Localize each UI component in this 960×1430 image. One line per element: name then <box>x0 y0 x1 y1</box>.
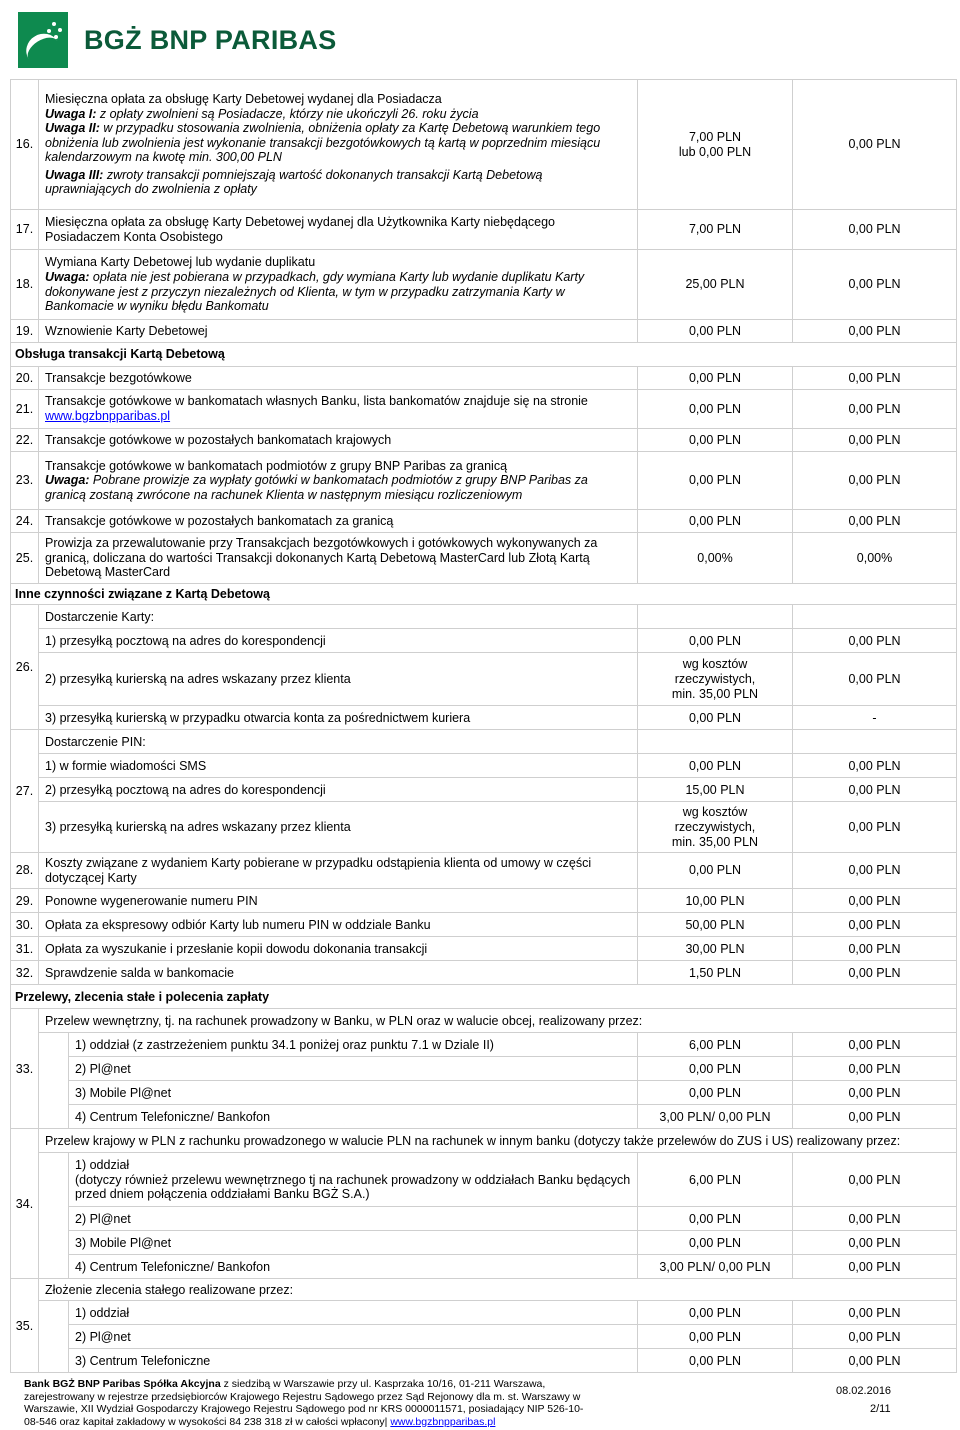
row-title: Przelew wewnętrzny, tj. na rachunek prowadzony w Banku, w PLN oraz w walucie obcej, realizowany przez: <box>39 1009 957 1033</box>
row-title: Sprawdzenie salda w bankomacie <box>39 961 638 985</box>
row-title: Dostarczenie PIN: <box>39 730 638 754</box>
section-header <box>11 343 957 367</box>
bnp-stars-logo-icon <box>18 12 68 68</box>
table-row <box>11 1255 957 1279</box>
fee-standard: 0,00 PLN <box>638 754 793 778</box>
table-row <box>11 390 957 429</box>
fee-standard: 0,00 PLN <box>638 1325 793 1349</box>
fee-alternative: 0,00 PLN <box>793 1207 957 1231</box>
table-row <box>11 889 957 913</box>
row-description <box>39 250 638 320</box>
row-number: 17. <box>11 210 39 250</box>
fee-standard: 50,00 PLN <box>638 913 793 937</box>
table-row <box>11 937 957 961</box>
table-row <box>11 210 957 250</box>
row-title: Dostarczenie Karty: <box>39 605 638 629</box>
sub-item: 4) Centrum Telefoniczne/ Bankofon <box>69 1255 638 1279</box>
fee-alternative: 0,00 PLN <box>793 1231 957 1255</box>
company-name: Bank BGŻ BNP Paribas Spółka Akcyjna <box>24 1378 221 1390</box>
table-row <box>11 913 957 937</box>
fee-standard: 15,00 PLN <box>638 778 793 802</box>
table-row <box>11 706 957 730</box>
fee-alternative: 0,00 PLN <box>793 367 957 390</box>
fee-standard: 25,00 PLN <box>638 250 793 320</box>
table-row <box>11 452 957 510</box>
row-title: Transakcje gotówkowe w pozostałych bankomatach za granicą <box>39 510 638 533</box>
fee-alternative: 0,00 PLN <box>793 889 957 913</box>
fee-alternative: 0,00 PLN <box>793 452 957 510</box>
fee-standard: wg kosztów rzeczywistych, min. 35,00 PLN <box>638 653 793 706</box>
sub-item: 3) Centrum Telefoniczne <box>69 1349 638 1373</box>
row-title: Złożenie zlecenia stałego realizowane przez: <box>39 1279 957 1301</box>
fee-alternative: 0,00 PLN <box>793 1349 957 1373</box>
fee-alternative: 0,00 PLN <box>793 1153 957 1207</box>
note: Uwaga III: zwroty transakcji pomniejszają wartość dokonanych transakcji Kartą Debetową uprawniających do zwolnienia z opłaty <box>45 167 543 197</box>
row-description <box>39 452 638 510</box>
row-number: 23. <box>11 452 39 510</box>
fee-alternative: 0,00 PLN <box>793 1325 957 1349</box>
fee-table <box>10 79 957 1373</box>
table-row <box>11 605 957 629</box>
table-row <box>11 730 957 754</box>
table-row <box>11 1207 957 1231</box>
row-title: Prowizja za przewalutowanie przy Transakcjach bezgotówkowych i gotówkowych wykonywanych za granicą, doliczana do wartości Transakcji dokonanych Kartą Debetową MasterCard lub Złotą Kartą Debetową MasterCard <box>39 533 638 584</box>
fee-standard: 0,00 PLN <box>638 706 793 730</box>
row-number: 29. <box>11 889 39 913</box>
table-row <box>11 1301 957 1325</box>
sub-item: 2) przesyłką kurierską na adres wskazany przez klienta <box>39 653 638 706</box>
table-row <box>11 629 957 653</box>
fee-standard: 0,00 PLN <box>638 629 793 653</box>
row-number: 25. <box>11 533 39 584</box>
row-title: Przelew krajowy w PLN z rachunku prowadzonego w walucie PLN na rachunek w innym banku (dotyczy także przelewów do ZUS i US) realizowany przez: <box>39 1129 957 1153</box>
section-title: Przelewy, zlecenia stałe i polecenia zapłaty <box>11 985 957 1009</box>
sub-item: 2) Pl@net <box>69 1207 638 1231</box>
fee-standard: 0,00 PLN <box>638 320 793 343</box>
sub-item: 3) Mobile Pl@net <box>69 1231 638 1255</box>
sub-item: 1) przesyłką pocztową na adres do korespondencji <box>39 629 638 653</box>
fee-standard: 0,00 PLN <box>638 367 793 390</box>
brand-name: BGŻ BNP PARIBAS <box>84 24 337 55</box>
fee-alternative: 0,00 PLN <box>793 1057 957 1081</box>
fee-standard: 0,00 PLN <box>638 452 793 510</box>
row-number: 16. <box>11 80 39 210</box>
sub-item: 4) Centrum Telefoniczne/ Bankofon <box>69 1105 638 1129</box>
note: Uwaga: opłata nie jest pobierana w przypadkach, gdy wymiana Karty lub wydanie duplikatu Karty dokonywane jest z przyczyn niezależnych od Klienta, w tym w przypadku zatrzymania Karty w Bankomacie w wyniku błędu Bankomatu <box>45 269 585 314</box>
table-row <box>11 653 957 706</box>
row-title: Transakcje gotówkowe w pozostałych bankomatach krajowych <box>39 429 638 452</box>
fee-standard: 0,00 PLN <box>638 510 793 533</box>
section-title: Obsługa transakcji Kartą Debetową <box>11 343 957 367</box>
row-title: Opłata za wyszukanie i przesłanie kopii dowodu dokonania transakcji <box>39 937 638 961</box>
fee-standard: 0,00 PLN <box>638 1349 793 1373</box>
fee-alternative: 0,00 PLN <box>793 1105 957 1129</box>
sub-item: 1) oddział <box>69 1301 638 1325</box>
table-row <box>11 802 957 853</box>
fee-alternative: 0,00 PLN <box>793 1081 957 1105</box>
row-number: 20. <box>11 367 39 390</box>
row-title: Ponowne wygenerowanie numeru PIN <box>39 889 638 913</box>
fee-alternative: 0,00 PLN <box>793 937 957 961</box>
row-title: Opłata za ekspresowy odbiór Karty lub numeru PIN w oddziale Banku <box>39 913 638 937</box>
section-title: Inne czynności związane z Kartą Debetową <box>11 583 957 605</box>
table-row <box>11 429 957 452</box>
fee-alternative: 0,00 PLN <box>793 1255 957 1279</box>
row-number: 35. <box>11 1279 39 1373</box>
fee-alternative: - <box>793 706 957 730</box>
row-number: 28. <box>11 853 39 889</box>
table-row <box>11 1349 957 1373</box>
fee-standard: 6,00 PLN <box>638 1033 793 1057</box>
fee-alternative: 0,00 PLN <box>793 754 957 778</box>
table-row <box>11 1279 957 1301</box>
table-row <box>11 533 957 584</box>
fee-standard: 30,00 PLN <box>638 937 793 961</box>
fee-standard: 0,00 PLN <box>638 1207 793 1231</box>
note: Uwaga: Pobrane prowizje za wypłaty gotówki w bankomatach podmiotów z grupy BNP Paribas za granicą zostaną zwrócone na rachunek Klienta w następnym miesiącu rozliczeniowym <box>45 473 588 502</box>
row-number: 24. <box>11 510 39 533</box>
row-number: 32. <box>11 961 39 985</box>
fee-alternative: 0,00 PLN <box>793 1033 957 1057</box>
page-number: 2/11 <box>870 1403 891 1415</box>
footer-website-link[interactable]: www.bgzbnpparibas.pl <box>390 1415 496 1428</box>
row-title: Wymiana Karty Debetowej lub wydanie duplikatu <box>45 255 316 270</box>
fee-standard: 0,00 PLN <box>638 390 793 429</box>
fee-alternative: 0,00 PLN <box>793 653 957 706</box>
row-number: 30. <box>11 913 39 937</box>
row-title: Miesięczna opłata za obsługę Karty Debetowej wydanej dla Użytkownika Karty niebędącego Posiadaczem Konta Osobistego <box>39 210 638 250</box>
note: Uwaga II: w przypadku stosowania zwolnienia, obniżenia opłaty za Kartę Debetową warunkiem tego obniżenia lub zwolnienia jest wykonanie transakcji bezgotówkowych tą kartą w poprzednim miesiącu kalendarzowym na kwotę min. 300,00 PLN <box>45 121 601 165</box>
row-title: Transakcje gotówkowe w bankomatach własnych Banku, lista bankomatów znajduje się na stronie <box>45 394 588 409</box>
sub-item: 3) przesyłką kurierską w przypadku otwarcia konta za pośrednictwem kuriera <box>39 706 638 730</box>
sub-item: 1) w formie wiadomości SMS <box>39 754 638 778</box>
row-title: Transakcje bezgotówkowe <box>39 367 638 390</box>
fee-alternative: 0,00 PLN <box>793 913 957 937</box>
fee-alternative: 0,00 PLN <box>793 510 957 533</box>
row-number: 34. <box>11 1129 39 1279</box>
table-row <box>11 80 957 210</box>
fee-standard: 3,00 PLN/ 0,00 PLN <box>638 1255 793 1279</box>
fee-alternative: 0,00 PLN <box>793 853 957 889</box>
fee-standard: wg kosztów rzeczywistych, min. 35,00 PLN <box>638 802 793 853</box>
footer-legal: Bank BGŻ BNP Paribas Spółka Akcyjna z siedzibą w Warszawie przy ul. Kasprzaka 10/16, 01-211 Warszawa, zarejestrowany w rejestrze przedsiębiorców Krajowego Rejestru Sądowego przez Sąd Rejonowy dla m. st. Warszawy w Warszawie, XII Wydział Gospodarczy Krajowego Rejestru Sądowego pod nr KRS 0000011571, posiadający NIP 526-10- 08-546 oraz kapitał zakładowy w wysokości 84 238 318 zł w całości wpłacony| www.bgzbnpparibas.pl <box>24 1378 584 1428</box>
fee-alternative: 0,00 PLN <box>793 629 957 653</box>
row-title: Miesięczna opłata za obsługę Karty Debetowej wydanej dla Posiadacza <box>45 91 442 106</box>
fee-alternative: 0,00 PLN <box>793 390 957 429</box>
sub-item: 2) przesyłką pocztową na adres do korespondencji <box>39 778 638 802</box>
fee-standard: 6,00 PLN <box>638 1153 793 1207</box>
fee-standard: 0,00 PLN <box>638 1081 793 1105</box>
table-row <box>11 778 957 802</box>
table-row <box>11 320 957 343</box>
table-row <box>11 1153 957 1207</box>
fee-alternative: 0,00 PLN <box>793 210 957 250</box>
sub-item: 3) przesyłką kurierską na adres wskazany przez klienta <box>39 802 638 853</box>
row-number: 19. <box>11 320 39 343</box>
table-row <box>11 754 957 778</box>
fee-alternative: 0,00 PLN <box>793 961 957 985</box>
fee-standard: 0,00 PLN <box>638 429 793 452</box>
fee-alternative: 0,00 PLN <box>793 1301 957 1325</box>
table-row <box>11 1057 957 1081</box>
brand-logo <box>18 12 337 68</box>
fee-alternative: 0,00 PLN <box>793 778 957 802</box>
fee-standard: 7,00 PLN <box>638 210 793 250</box>
fee-alternative: 0,00 PLN <box>793 250 957 320</box>
row-description <box>39 390 638 429</box>
table-row <box>11 367 957 390</box>
note: Uwaga I: z opłaty zwolnieni są Posiadacze, którzy nie ukończyli 26. roku życia <box>45 106 479 121</box>
row-title: Transakcje gotówkowe w bankomatach podmiotów z grupy BNP Paribas za granicą <box>45 458 508 473</box>
table-row <box>11 1325 957 1349</box>
fee-standard: 10,00 PLN <box>638 889 793 913</box>
sub-item: 2) Pl@net <box>69 1057 638 1081</box>
table-row <box>11 1033 957 1057</box>
row-number: 27. <box>11 730 39 853</box>
fee-standard: 7,00 PLN lub 0,00 PLN <box>638 80 793 210</box>
row-title: Koszty związane z wydaniem Karty pobierane w przypadku odstąpienia klienta od umowy w części dotyczącej Karty <box>39 853 638 889</box>
table-row <box>11 1129 957 1153</box>
table-row <box>11 250 957 320</box>
fee-alternative: 0,00 PLN <box>793 802 957 853</box>
sub-item: 1) oddział (dotyczy również przelewu wewnętrznego tj na rachunek prowadzony w oddziałach Banku będących przed dniem połączenia oddziałami Banku BGŻ S.A.) <box>69 1153 638 1207</box>
fee-alternative: 0,00 PLN <box>793 429 957 452</box>
table-row <box>11 853 957 889</box>
row-number: 18. <box>11 250 39 320</box>
fee-alternative: 0,00 PLN <box>793 80 957 210</box>
row-number: 22. <box>11 429 39 452</box>
section-header <box>11 583 957 605</box>
fee-standard: 0,00 PLN <box>638 1231 793 1255</box>
section-header <box>11 985 957 1009</box>
table-row <box>11 510 957 533</box>
row-number: 26. <box>11 605 39 730</box>
row-number: 31. <box>11 937 39 961</box>
row-number: 21. <box>11 390 39 429</box>
fee-standard: 3,00 PLN/ 0,00 PLN <box>638 1105 793 1129</box>
fee-standard: 0,00 PLN <box>638 1301 793 1325</box>
table-row <box>11 1009 957 1033</box>
row-description <box>39 80 638 210</box>
row-number: 33. <box>11 1009 39 1129</box>
table-row <box>11 961 957 985</box>
fee-standard: 1,50 PLN <box>638 961 793 985</box>
row-title: Wznowienie Karty Debetowej <box>39 320 638 343</box>
table-row <box>11 1231 957 1255</box>
fee-standard: 0,00 PLN <box>638 1057 793 1081</box>
table-row <box>11 1105 957 1129</box>
table-row <box>11 1081 957 1105</box>
fee-alternative: 0,00% <box>793 533 957 584</box>
bank-website-link[interactable]: www.bgzbnpparibas.pl <box>45 409 171 423</box>
fee-alternative: 0,00 PLN <box>793 320 957 343</box>
sub-item: 3) Mobile Pl@net <box>69 1081 638 1105</box>
sub-item: 1) oddział (z zastrzeżeniem punktu 34.1 poniżej oraz punktu 7.1 w Dziale II) <box>69 1033 638 1057</box>
sub-item: 2) Pl@net <box>69 1325 638 1349</box>
fee-standard: 0,00 PLN <box>638 853 793 889</box>
fee-standard: 0,00% <box>638 533 793 584</box>
document-date: 08.02.2016 <box>836 1385 892 1397</box>
